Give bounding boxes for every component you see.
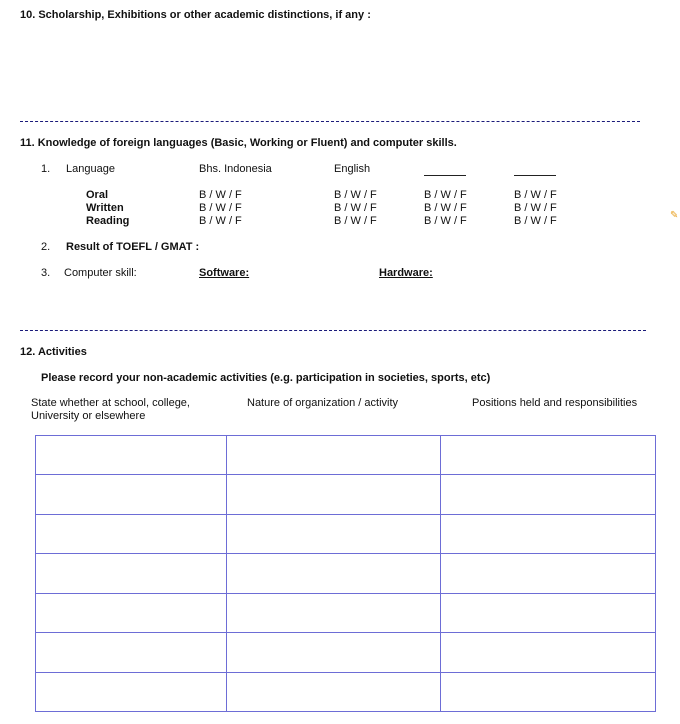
table-cell[interactable]: [226, 436, 441, 475]
table-row: [36, 593, 656, 632]
rating-lang4-written: B / W / F: [514, 202, 557, 214]
hardware-label: Hardware:: [379, 267, 433, 279]
table-cell[interactable]: [441, 475, 656, 514]
table-cell[interactable]: [226, 514, 441, 553]
table-cell[interactable]: [36, 436, 227, 475]
table-row: [36, 633, 656, 672]
table-cell[interactable]: [226, 593, 441, 632]
item-2-number: 2.: [41, 241, 51, 253]
rating-lang4-oral: B / W / F: [514, 189, 557, 201]
rating-indonesian-oral: B / W / F: [199, 189, 242, 201]
table-row: [36, 436, 656, 475]
rating-indonesian-written: B / W / F: [199, 202, 242, 214]
language-english: English: [334, 163, 371, 175]
col-header-location-line1: State whether at school, college,: [31, 397, 190, 409]
table-cell[interactable]: [226, 475, 441, 514]
table-cell[interactable]: [441, 514, 656, 553]
col-header-organization: Nature of organization / activity: [247, 397, 399, 409]
table-cell[interactable]: [441, 672, 656, 711]
language-blank-3[interactable]: [424, 175, 466, 176]
table-cell[interactable]: [226, 554, 441, 593]
software-label: Software:: [199, 267, 250, 279]
skill-reading-label: Reading: [86, 215, 130, 227]
rating-lang4-reading: B / W / F: [514, 215, 557, 227]
rating-english-oral: B / W / F: [334, 189, 377, 201]
table-row: [36, 514, 656, 553]
rating-lang3-written: B / W / F: [424, 202, 467, 214]
table-cell[interactable]: [36, 514, 227, 553]
rating-lang3-reading: B / W / F: [424, 215, 467, 227]
col-header-positions: Positions held and responsibilities: [472, 397, 638, 409]
language-label: Language: [66, 163, 115, 175]
table-cell[interactable]: [36, 672, 227, 711]
toefl-gmat-label: Result of TOEFL / GMAT :: [66, 241, 200, 253]
section-11-heading: 11. Knowledge of foreign languages (Basic, Working or Fluent) and computer skills.: [20, 137, 457, 149]
table-cell[interactable]: [226, 672, 441, 711]
table-row: [36, 554, 656, 593]
table-cell[interactable]: [441, 633, 656, 672]
rating-lang3-oral: B / W / F: [424, 189, 467, 201]
table-row: [36, 475, 656, 514]
section-divider: [20, 330, 646, 331]
table-cell[interactable]: [226, 633, 441, 672]
rating-english-reading: B / W / F: [334, 215, 377, 227]
table-cell[interactable]: [36, 475, 227, 514]
item-3-number: 3.: [41, 267, 51, 279]
language-indonesian: Bhs. Indonesia: [199, 163, 272, 175]
col-header-location: [31, 397, 190, 423]
section-10-heading: 10. Scholarship, Exhibitions or other academic distinctions, if any :: [20, 9, 371, 21]
table-cell[interactable]: [36, 593, 227, 632]
computer-skill-label: Computer skill:: [64, 267, 137, 279]
table-cell[interactable]: [36, 633, 227, 672]
table-cell[interactable]: [441, 554, 656, 593]
table-row: [36, 672, 656, 711]
table-cell[interactable]: [36, 554, 227, 593]
language-blank-4[interactable]: [514, 175, 556, 176]
col-header-location-line2: University or elsewhere: [31, 410, 146, 422]
activities-instruction: Please record your non-academic activities (e.g. participation in societies, sports, etc): [41, 372, 491, 384]
section-12-heading: 12. Activities: [20, 346, 87, 358]
table-cell[interactable]: [441, 436, 656, 475]
pencil-mark-icon: ✎: [670, 210, 679, 221]
section-divider: [20, 121, 640, 122]
activities-table: [35, 435, 656, 712]
skill-written-label: Written: [86, 202, 124, 214]
rating-english-written: B / W / F: [334, 202, 377, 214]
rating-indonesian-reading: B / W / F: [199, 215, 242, 227]
skill-oral-label: Oral: [86, 189, 109, 201]
item-1-number: 1.: [41, 163, 51, 175]
table-cell[interactable]: [441, 593, 656, 632]
